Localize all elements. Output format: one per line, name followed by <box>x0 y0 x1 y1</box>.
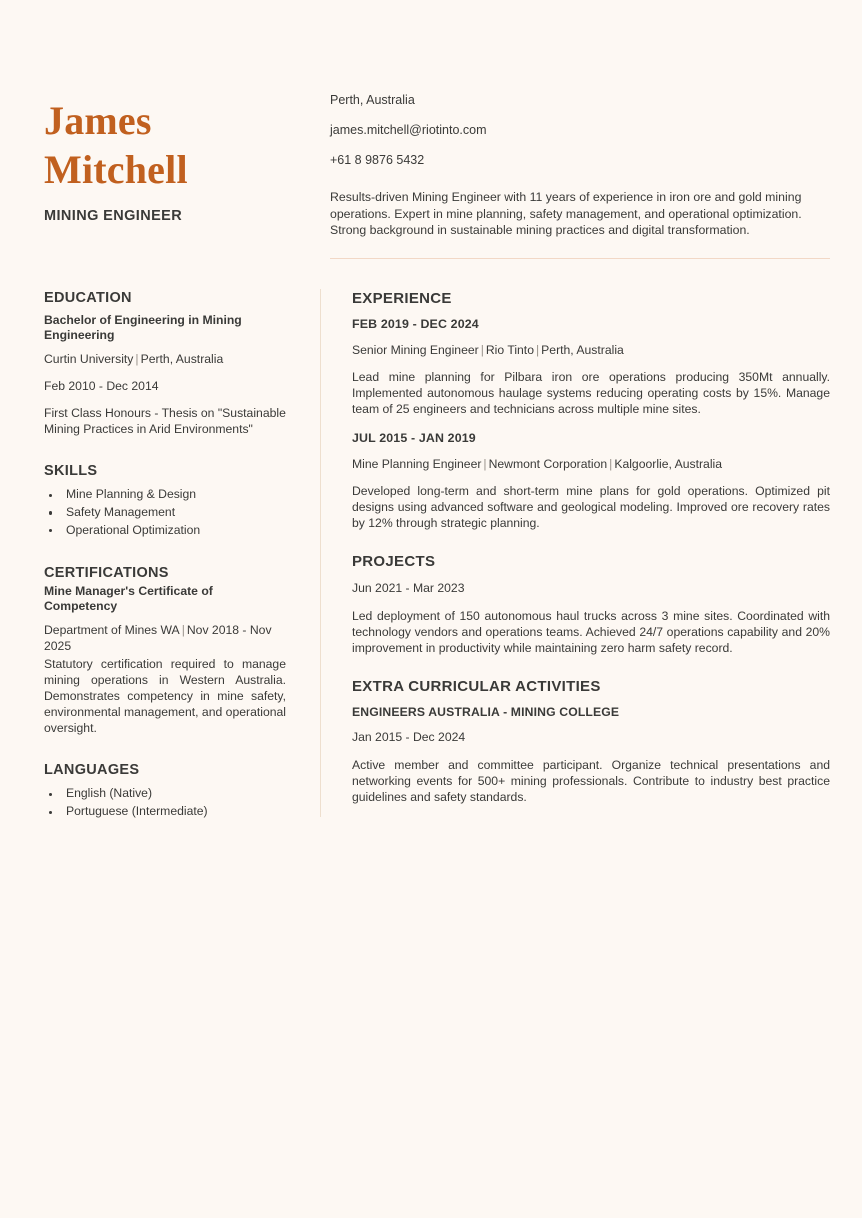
skills-heading: SKILLS <box>44 463 98 479</box>
education-location: Perth, Australia <box>140 352 224 366</box>
experience-location: Perth, Australia <box>541 343 624 357</box>
section-certifications <box>44 565 286 736</box>
certification-title: Mine Manager's Certificate of Competency <box>44 584 213 614</box>
list-item: Mine Planning & Design <box>44 486 286 504</box>
project-description: Led deployment of 150 autonomous haul trucks across 3 mine sites. Coordinated with technology vendors and operations teams. Achieved 24/7 operations capability and 20% improvement in productivity while maintaining zero harm safety record. <box>352 609 830 655</box>
experience-company: Newmont Corporation <box>488 457 608 471</box>
languages-list <box>44 785 286 821</box>
experience-role: Mine Planning Engineer <box>352 457 482 471</box>
certification-description: Statutory certification required to manage mining operations in Western Australia. Demonstrates competency in mine safety, environmental management, and operational oversight. <box>44 657 286 736</box>
certification-issuer-line <box>44 622 286 654</box>
education-institution: Curtin University <box>44 352 134 366</box>
list-item: Portuguese (Intermediate) <box>44 803 286 821</box>
experience-role-line <box>352 456 830 472</box>
separator-icon: | <box>535 343 540 357</box>
separator-icon: | <box>181 623 185 638</box>
experience-heading: EXPERIENCE <box>352 290 452 307</box>
experience-company: Rio Tinto <box>485 343 534 357</box>
contact-phone[interactable]: +61 8 9876 5432 <box>330 153 425 167</box>
resume-header <box>0 0 862 270</box>
sidebar-column <box>44 290 286 847</box>
education-institution-line <box>44 351 286 367</box>
education-degree: Bachelor of Engineering in Mining Engineering <box>44 313 242 342</box>
header-divider <box>330 258 830 259</box>
certification-dates: Nov 2018 - Nov 2025 <box>44 623 272 654</box>
extra-curricular-dates: Jan 2015 - Dec 2024 <box>352 730 466 744</box>
main-column <box>352 290 830 827</box>
list-item: English (Native) <box>44 785 286 803</box>
separator-icon: | <box>480 343 484 357</box>
last-name: Mitchell <box>44 147 188 192</box>
separator-icon: | <box>483 457 487 471</box>
skills-list <box>44 486 286 539</box>
contact-email[interactable]: james.mitchell@riotinto.com <box>330 123 487 137</box>
languages-heading: LANGUAGES <box>44 762 140 779</box>
extra-curricular-organization: ENGINEERS AUSTRALIA - MINING COLLEGE <box>352 705 620 719</box>
certification-issuer: Department of Mines WA <box>44 623 180 638</box>
job-title: MINING ENGINEER <box>44 208 183 224</box>
separator-icon: | <box>135 352 139 366</box>
section-skills <box>44 463 286 539</box>
certifications-heading: CERTIFICATIONS <box>44 565 169 582</box>
experience-description: Developed long-term and short-term mine plans for gold operations. Optimized pit designs using advanced software and geological modeling. Improved ore recovery rates by 12% through strategic planning. <box>352 484 830 530</box>
experience-entry <box>352 431 830 531</box>
projects-heading: PROJECTS <box>352 553 436 570</box>
education-heading: EDUCATION <box>44 290 132 306</box>
experience-dates: FEB 2019 - DEC 2024 <box>352 317 479 331</box>
section-projects <box>352 553 830 656</box>
experience-role: Senior Mining Engineer <box>352 343 479 357</box>
education-dates: Feb 2010 - Dec 2014 <box>44 379 159 393</box>
name-block <box>44 96 294 224</box>
contact-location: Perth, Australia <box>330 93 415 107</box>
experience-description: Lead mine planning for Pilbara iron ore operations producing 350Mt annually. Implemented autonomous haulage systems reducing operating costs by 15%. Manage team of 25 engineers and technicians across multiple mine sites. <box>352 370 830 416</box>
section-extra-curricular <box>352 678 830 805</box>
first-name: James <box>44 98 152 143</box>
section-experience <box>352 290 830 531</box>
column-divider <box>320 289 321 817</box>
list-item: Safety Management <box>44 504 286 522</box>
section-education <box>44 290 286 437</box>
experience-dates: JUL 2015 - JAN 2019 <box>352 431 476 445</box>
experience-location: Kalgoorlie, Australia <box>614 457 723 471</box>
education-details: First Class Honours - Thesis on "Sustainable Mining Practices in Arid Environments" <box>44 406 286 436</box>
professional-summary: Results-driven Mining Engineer with 11 years of experience in iron ore and gold mining operations. Expert in mine planning, safety management, and operational optimization. Strong background in sustainable mining practices and digital transformation. <box>330 190 802 237</box>
separator-icon: | <box>609 457 613 471</box>
experience-role-line <box>352 342 830 358</box>
contact-block <box>330 92 830 239</box>
project-dates: Jun 2021 - Mar 2023 <box>352 581 465 595</box>
list-item: Operational Optimization <box>44 522 286 540</box>
extra-curricular-heading: EXTRA CURRICULAR ACTIVITIES <box>352 678 601 695</box>
experience-entry <box>352 317 830 417</box>
extra-curricular-description: Active member and committee participant. Organize technical presentations and networking events for 500+ mining professionals. Contribute to industry best practice guidelines and safety standards. <box>352 758 830 804</box>
section-languages <box>44 762 286 821</box>
